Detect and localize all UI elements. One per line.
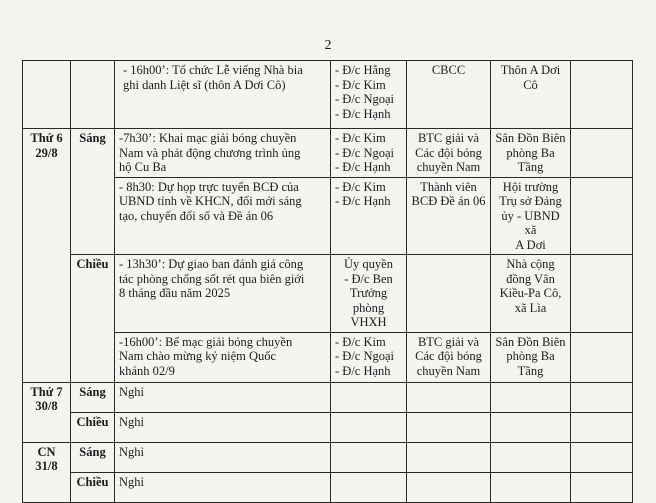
- participants-cell: [331, 442, 407, 472]
- session-morning: Sáng: [71, 442, 115, 472]
- location-cell: Sân Đồn Biên phòng Ba Tầng: [491, 332, 571, 382]
- participants-cell: - Đ/c Kim - Đ/c Hạnh: [331, 177, 407, 255]
- participants-cell: [331, 412, 407, 442]
- prepare-cell: Thành viên BCĐ Đề án 06: [407, 177, 491, 255]
- activity-cell: - 13h30’: Dự giao ban đánh giá công tác phòng chống sốt rét qua biên giới 8 tháng đầu năm 2025: [115, 255, 331, 333]
- location-cell: [491, 472, 571, 502]
- participants-cell: [331, 472, 407, 502]
- activity-cell: -7h30’: Khai mạc giải bóng chuyền Nam và phát động chương trình ủng hộ Cu Ba: [115, 129, 331, 178]
- activity-cell: - 16h00’: Tổ chức Lễ viếng Nhà bia ghi danh Liệt sĩ (thôn A Dơi Cô): [115, 61, 331, 129]
- schedule-table: [22, 60, 633, 503]
- note-cell: [571, 412, 633, 442]
- participants-cell: - Đ/c Kim - Đ/c Ngoại - Đ/c Hạnh: [331, 129, 407, 178]
- note-cell: [571, 255, 633, 333]
- location-cell: [491, 412, 571, 442]
- day-cell-friday: [23, 129, 71, 383]
- prepare-cell: BTC giải và Các đội bóng chuyền Nam: [407, 129, 491, 178]
- note-cell: [571, 442, 633, 472]
- location-cell: [491, 382, 571, 412]
- note-cell: [571, 332, 633, 382]
- table-row: [23, 412, 633, 442]
- participants-cell: Ủy quyền - Đ/c Ben Trưởng phòng VHXH: [331, 255, 407, 333]
- participants-cell: - Đ/c Kim - Đ/c Ngoại - Đ/c Hạnh: [331, 332, 407, 382]
- session-morning: Sáng: [71, 129, 115, 255]
- table-row: [23, 129, 633, 178]
- participants-cell: [331, 382, 407, 412]
- table-row: [23, 442, 633, 472]
- date-label: 29/8: [35, 145, 58, 160]
- session-morning: Sáng: [71, 382, 115, 412]
- page-number: 2: [324, 38, 332, 53]
- activity-cell: Nghỉ: [115, 442, 331, 472]
- prepare-cell: [407, 412, 491, 442]
- prepare-cell: [407, 442, 491, 472]
- activity-cell: - 8h30: Dự họp trực tuyến BCĐ của UBND tỉnh về KHCN, đổi mới sáng tạo, chuyển đổi số và Đề án 06: [115, 177, 331, 255]
- location-cell: Hội trường Trụ sở Đảng ủy - UBND xã A Dơi: [491, 177, 571, 255]
- table-row: [23, 332, 633, 382]
- day-label: Thứ 7: [30, 384, 63, 399]
- day-cell-sunday: [23, 442, 71, 502]
- date-label: 31/8: [35, 459, 58, 473]
- table-row: [23, 472, 633, 502]
- note-cell: [571, 382, 633, 412]
- location-cell: Sân Đồn Biên phòng Ba Tầng: [491, 129, 571, 178]
- table-row: [23, 61, 633, 129]
- session-afternoon: Chiều: [71, 472, 115, 502]
- date-label: 30/8: [35, 399, 58, 413]
- note-cell: [571, 472, 633, 502]
- activity-cell: Nghỉ: [115, 472, 331, 502]
- session-afternoon: Chiều: [71, 412, 115, 442]
- note-cell: [571, 177, 633, 255]
- table-row: [23, 177, 633, 255]
- prepare-cell: CBCC: [407, 61, 491, 129]
- session-afternoon: Chiều: [71, 255, 115, 383]
- day-label: Thứ 6: [30, 131, 63, 145]
- activity-cell: Nghỉ: [115, 382, 331, 412]
- day-label: CN: [37, 444, 56, 459]
- location-cell: Thôn A Dơi Cô: [491, 61, 571, 129]
- note-cell: [571, 61, 633, 129]
- prepare-cell: [407, 382, 491, 412]
- location-cell: Nhà cộng đồng Vân Kiều-Pa Cô, xã Lìa: [491, 255, 571, 333]
- day-cell-empty: [23, 61, 71, 129]
- prepare-cell: [407, 255, 491, 333]
- day-cell-saturday: [23, 382, 71, 442]
- location-cell: [491, 442, 571, 472]
- session-cell-empty: [71, 61, 115, 129]
- prepare-cell: [407, 472, 491, 502]
- activity-cell: -16h00’: Bế mạc giải bóng chuyền Nam chào mừng kỷ niệm Quốc khánh 02/9: [115, 332, 331, 382]
- prepare-cell: BTC giải và Các đội bóng chuyền Nam: [407, 332, 491, 382]
- table-row: [23, 255, 633, 333]
- note-cell: [571, 129, 633, 178]
- table-row: [23, 382, 633, 412]
- participants-cell: - Đ/c Hằng - Đ/c Kim - Đ/c Ngoại - Đ/c Hạnh: [331, 61, 407, 129]
- activity-cell: Nghỉ: [115, 412, 331, 442]
